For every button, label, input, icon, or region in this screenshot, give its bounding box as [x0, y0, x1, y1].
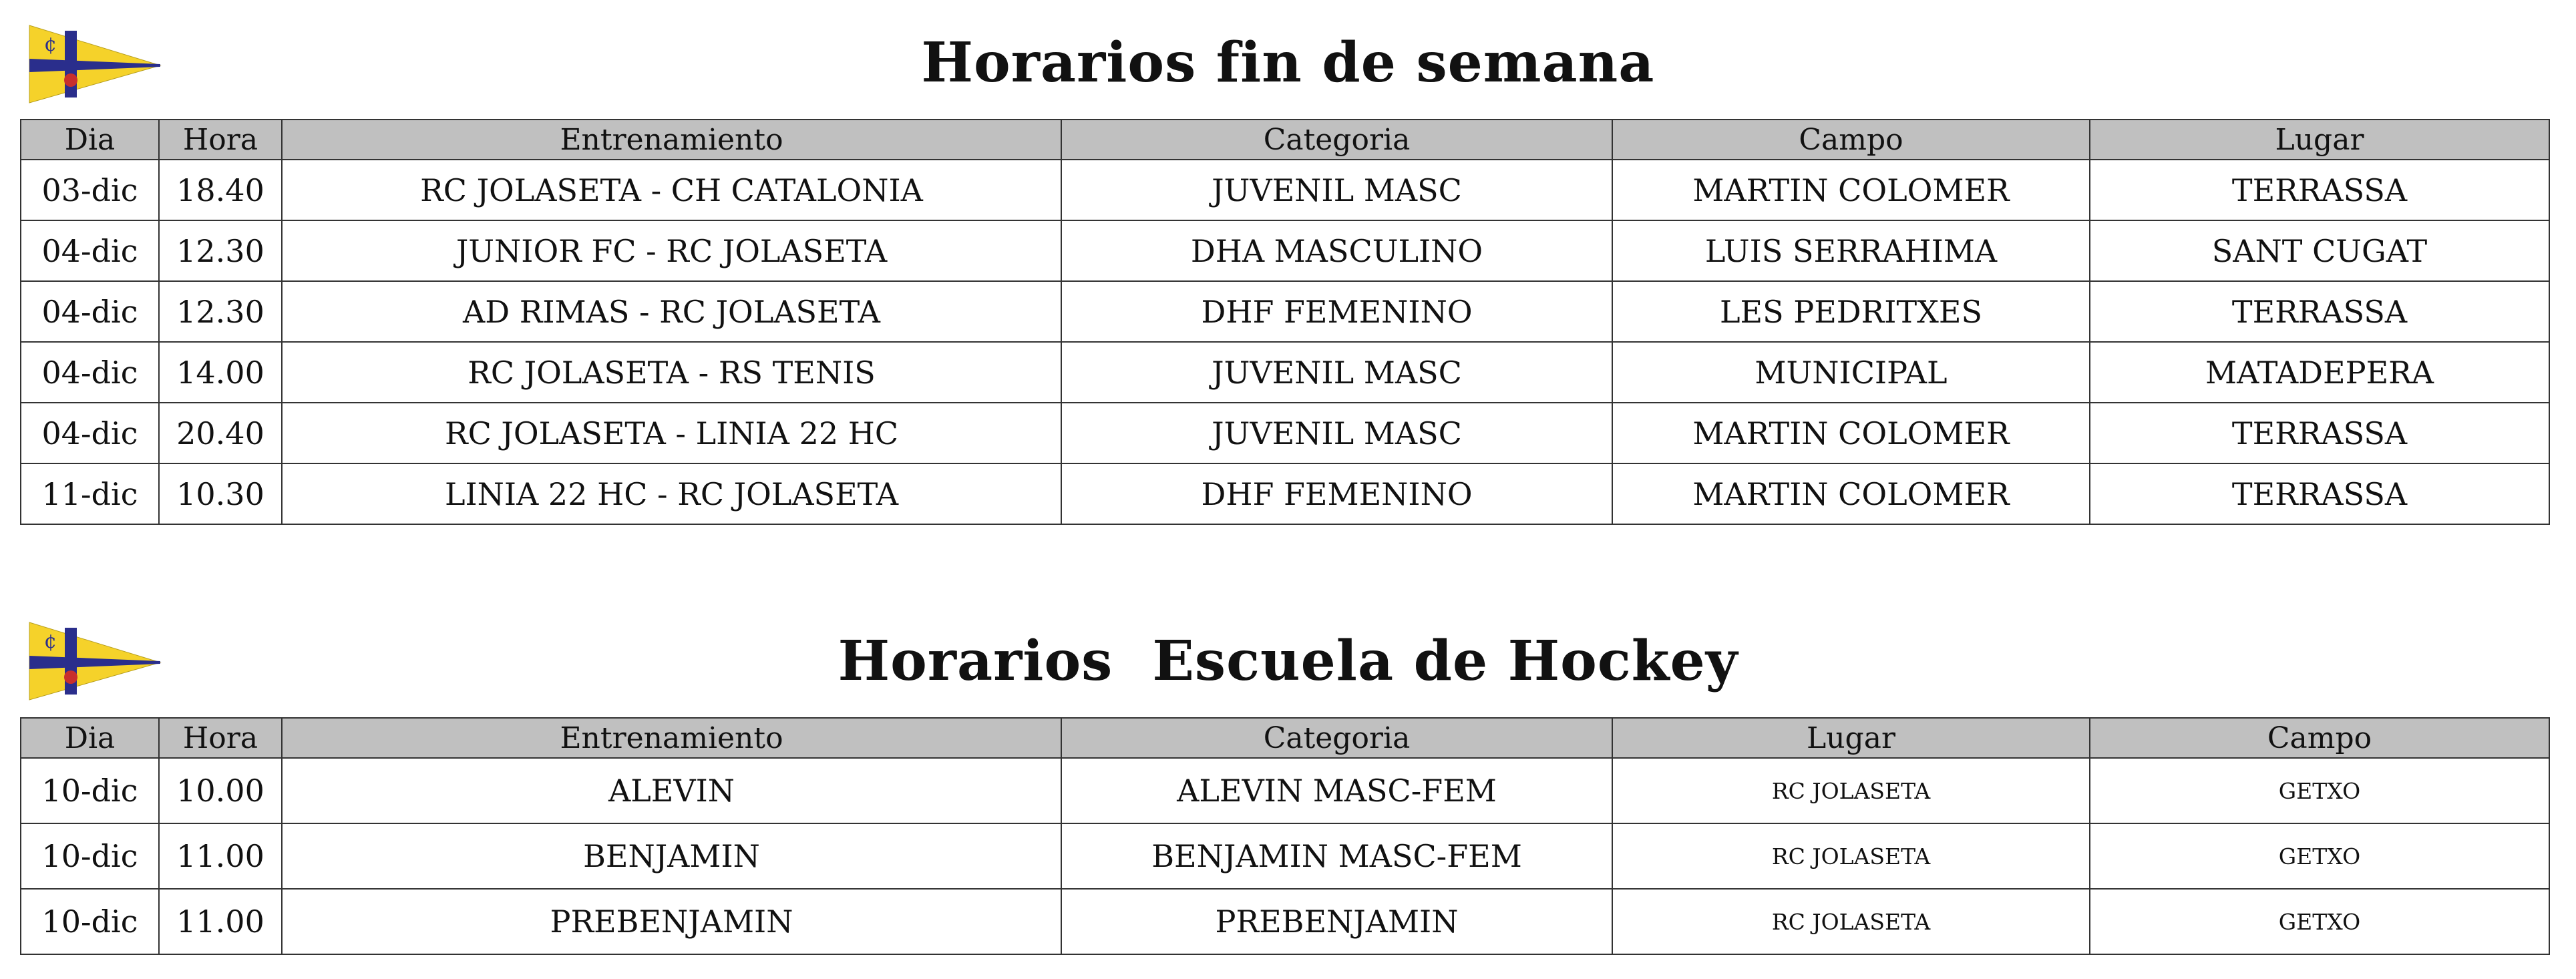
cell-lugar: MATADEPERA: [2090, 342, 2549, 403]
table-header-row: [21, 718, 2549, 758]
cell-categoria: JUVENIL MASC: [1061, 342, 1612, 403]
table-row: [21, 823, 2549, 889]
cell-campo: MARTIN COLOMER: [1612, 403, 2090, 463]
column-header-categoria: Categoria: [1061, 718, 1612, 758]
cell-entrenamiento: AD RIMAS - RC JOLASETA: [282, 281, 1061, 342]
cell-campo: LES PEDRITXES: [1612, 281, 2090, 342]
cell-hora: 11.00: [159, 889, 282, 954]
cell-lugar: TERRASSA: [2090, 281, 2549, 342]
cell-campo: MUNICIPAL: [1612, 342, 2090, 403]
cell-dia: 04-dic: [21, 220, 159, 281]
table-row: [21, 403, 2549, 463]
cell-categoria: DHF FEMENINO: [1061, 463, 1612, 524]
section-title: Horarios Escuela de Hockey: [838, 629, 1738, 693]
cell-hora: 18.40: [159, 160, 282, 220]
table-row: [21, 463, 2549, 524]
cell-categoria: PREBENJAMIN: [1061, 889, 1612, 954]
cell-categoria: JUVENIL MASC: [1061, 160, 1612, 220]
weekend-schedule-table: [20, 119, 2550, 525]
cell-dia: 10-dic: [21, 823, 159, 889]
cell-entrenamiento: ALEVIN: [282, 758, 1061, 823]
table-header-row: [21, 120, 2549, 160]
cell-hora: 14.00: [159, 342, 282, 403]
column-header-dia: Dia: [21, 718, 159, 758]
cell-campo: LUIS SERRAHIMA: [1612, 220, 2090, 281]
school-schedule-table: [20, 717, 2550, 955]
cell-dia: 04-dic: [21, 342, 159, 403]
cell-entrenamiento: BENJAMIN: [282, 823, 1061, 889]
svg-text:¢: ¢: [44, 630, 57, 653]
cell-campo: MARTIN COLOMER: [1612, 160, 2090, 220]
cell-categoria: DHA MASCULINO: [1061, 220, 1612, 281]
cell-campo: GETXO: [2090, 889, 2549, 954]
column-header-entrenamiento: Entrenamiento: [282, 120, 1061, 160]
cell-hora: 10.00: [159, 758, 282, 823]
cell-entrenamiento: JUNIOR FC - RC JOLASETA: [282, 220, 1061, 281]
cell-campo: MARTIN COLOMER: [1612, 463, 2090, 524]
cell-lugar: SANT CUGAT: [2090, 220, 2549, 281]
cell-entrenamiento: RC JOLASETA - LINIA 22 HC: [282, 403, 1061, 463]
cell-categoria: BENJAMIN MASC-FEM: [1061, 823, 1612, 889]
cell-campo: GETXO: [2090, 758, 2549, 823]
column-header-campo: Campo: [2090, 718, 2549, 758]
cell-entrenamiento: PREBENJAMIN: [282, 889, 1061, 954]
cell-dia: 11-dic: [21, 463, 159, 524]
column-header-lugar: Lugar: [2090, 120, 2549, 160]
table-row: [21, 889, 2549, 954]
cell-lugar: RC JOLASETA: [1612, 889, 2090, 954]
cell-entrenamiento: RC JOLASETA - RS TENIS: [282, 342, 1061, 403]
cell-hora: 12.30: [159, 281, 282, 342]
page-title: Horarios fin de semana: [921, 31, 1655, 95]
column-header-campo: Campo: [1612, 120, 2090, 160]
cell-hora: 20.40: [159, 403, 282, 463]
cell-dia: 03-dic: [21, 160, 159, 220]
column-header-entrenamiento: Entrenamiento: [282, 718, 1061, 758]
cell-hora: 12.30: [159, 220, 282, 281]
cell-dia: 10-dic: [21, 889, 159, 954]
table-row: [21, 758, 2549, 823]
cell-campo: GETXO: [2090, 823, 2549, 889]
table-row: [21, 160, 2549, 220]
cell-hora: 11.00: [159, 823, 282, 889]
cell-categoria: DHF FEMENINO: [1061, 281, 1612, 342]
column-header-categoria: Categoria: [1061, 120, 1612, 160]
cell-hora: 10.30: [159, 463, 282, 524]
column-header-lugar: Lugar: [1612, 718, 2090, 758]
cell-lugar: RC JOLASETA: [1612, 823, 2090, 889]
cell-dia: 04-dic: [21, 403, 159, 463]
table-row: [21, 342, 2549, 403]
cell-dia: 10-dic: [21, 758, 159, 823]
column-header-hora: Hora: [159, 120, 282, 160]
cell-entrenamiento: LINIA 22 HC - RC JOLASETA: [282, 463, 1061, 524]
svg-text:¢: ¢: [44, 33, 57, 56]
cell-lugar: TERRASSA: [2090, 403, 2549, 463]
cell-dia: 04-dic: [21, 281, 159, 342]
cell-categoria: JUVENIL MASC: [1061, 403, 1612, 463]
table-row: [21, 220, 2549, 281]
cell-categoria: ALEVIN MASC-FEM: [1061, 758, 1612, 823]
table-row: [21, 281, 2549, 342]
column-header-hora: Hora: [159, 718, 282, 758]
cell-lugar: TERRASSA: [2090, 463, 2549, 524]
cell-lugar: TERRASSA: [2090, 160, 2549, 220]
cell-entrenamiento: RC JOLASETA - CH CATALONIA: [282, 160, 1061, 220]
cell-lugar: RC JOLASETA: [1612, 758, 2090, 823]
column-header-dia: Dia: [21, 120, 159, 160]
